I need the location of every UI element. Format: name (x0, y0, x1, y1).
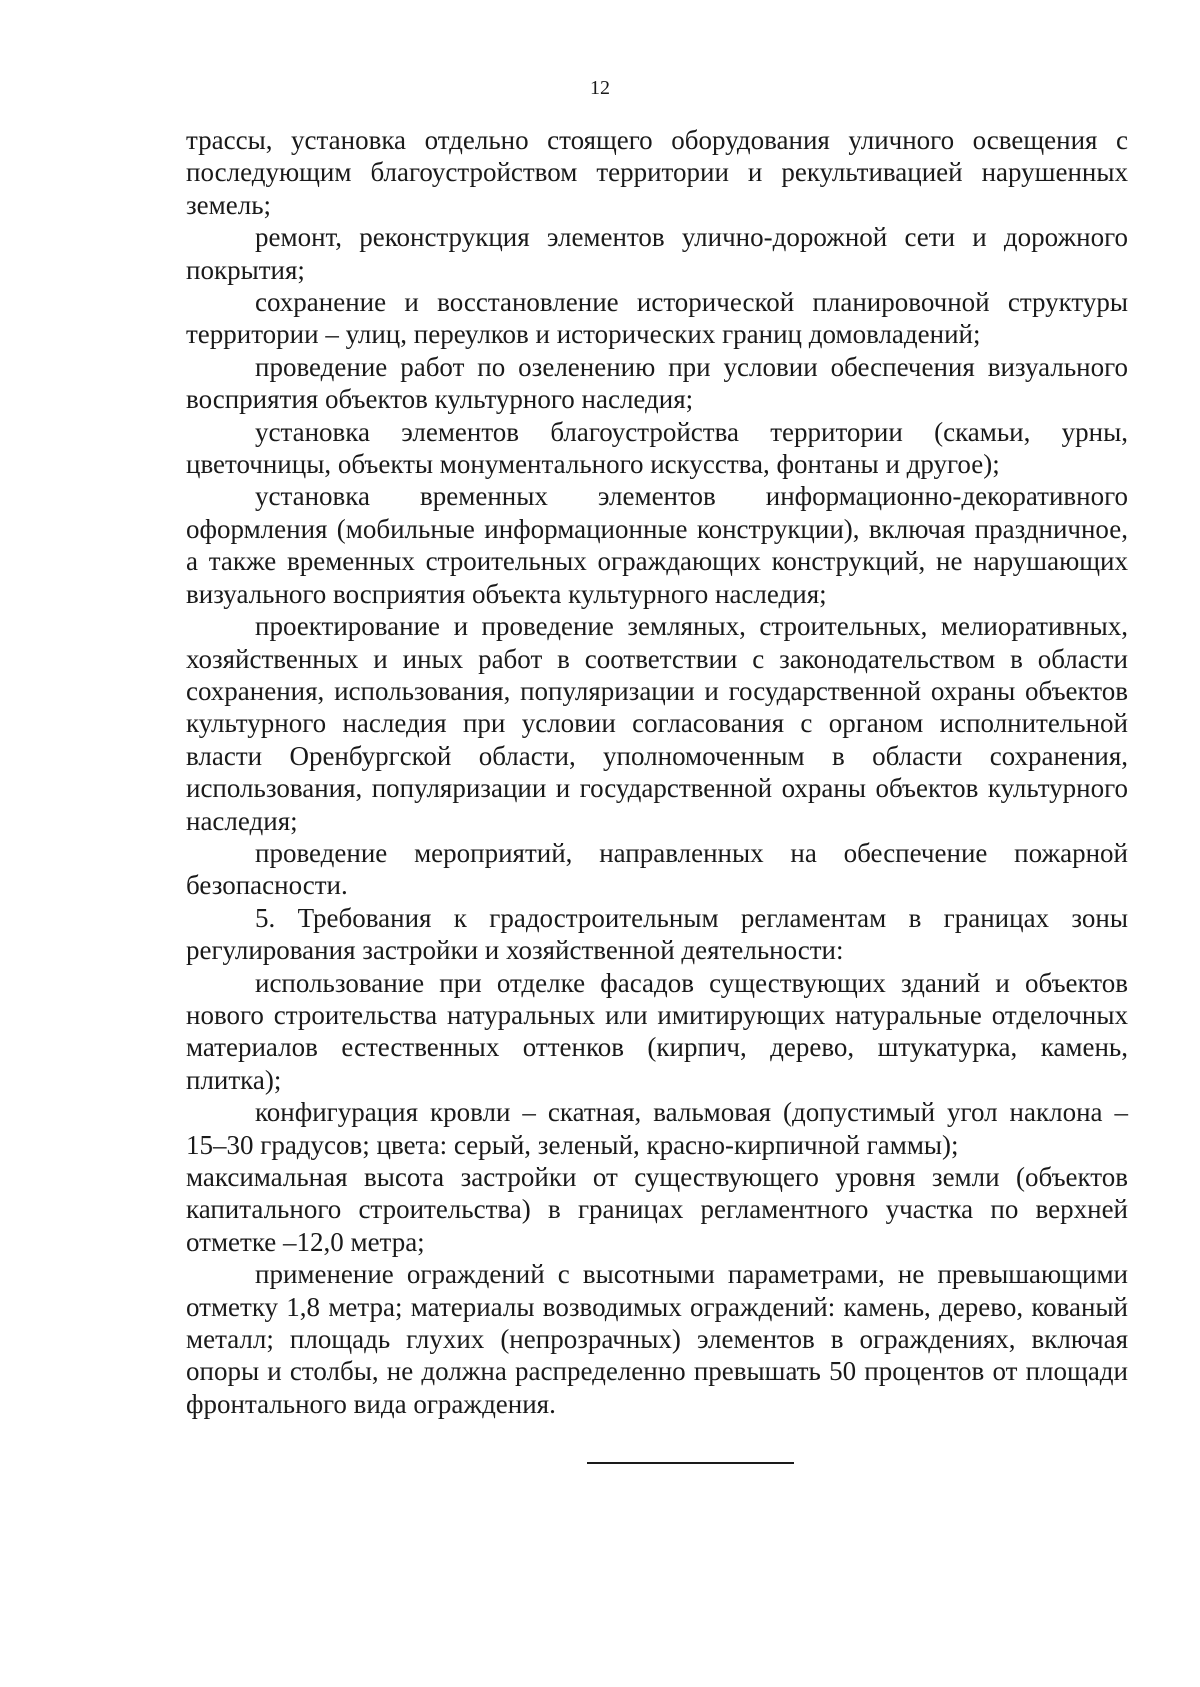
paragraph: применение ограждений с высотными параметрами, не превышающими отметку 1,8 метра; материалы возводимых ограждений: камень, дерево, кованый металл; площадь глухих (непрозрачных) элементов в ограждениях, включая опоры и столбы, не должна распределенно превышать 50 процентов от площади фронтального вида ограждения. (186, 1259, 1128, 1419)
document-body (186, 124, 1128, 1420)
paragraph: использование при отделке фасадов существующих зданий и объектов нового строительства натуральных или имитирующих натуральные отделочных материалов естественных оттенков (кирпич, дерево, штукатурка, камень, плитка); (186, 967, 1128, 1095)
paragraph: максимальная высота застройки от существующего уровня земли (объектов капитального строительства) в границах регламентного участка по верхней отметке –12,0 метра; (186, 1162, 1128, 1257)
paragraph: проведение мероприятий, направленных на обеспечение пожарной безопасности. (186, 837, 1128, 901)
end-of-text-rule (587, 1462, 794, 1464)
paragraph: установка временных элементов информационно-декоративного оформления (мобильные информационные конструкции), включая праздничное, а также временных строительных ограждающих конструкций, не нарушающих визуального восприятия объекта культурного наследия; (186, 481, 1128, 609)
paragraph-continuation: трассы, установка отдельно стоящего оборудования уличного освещения с последующим благоустройством территории и рекультивацией нарушенных земель; (186, 125, 1128, 220)
section-heading-paragraph: 5. Требования к градостроительным регламентам в границах зоны регулирования застройки и хозяйственной деятельности: (186, 902, 1128, 966)
paragraph: установка элементов благоустройства территории (скамьи, урны, цветочницы, объекты монументального искусства, фонтаны и другое); (186, 416, 1128, 480)
paragraph: сохранение и восстановление исторической планировочной структуры территории – улиц, переулков и исторических границ домовладений; (186, 287, 1128, 350)
paragraph: ремонт, реконструкция элементов улично-дорожной сети и дорожного покрытия; (186, 222, 1128, 285)
paragraph: проектирование и проведение земляных, строительных, мелиоративных, хозяйственных и иных работ в соответствии с законодательством в области сохранения, использования, популяризации и государственной охраны объектов культурного наследия при условии согласования с органом исполнительной власти Оренбургской области, уполномоченным в области сохранения, использования, популяризации и государственной охраны объектов культурного наследия; (186, 611, 1128, 836)
paragraph: проведение работ по озеленению при условии обеспечения визуального восприятия объектов культурного наследия; (186, 351, 1128, 415)
paragraph: конфигурация кровли – скатная, вальмовая (допустимый угол наклона – 15–30 градусов; цвета: серый, зеленый, красно-кирпичной гаммы); (186, 1097, 1128, 1160)
page-number: 12 (590, 77, 610, 99)
